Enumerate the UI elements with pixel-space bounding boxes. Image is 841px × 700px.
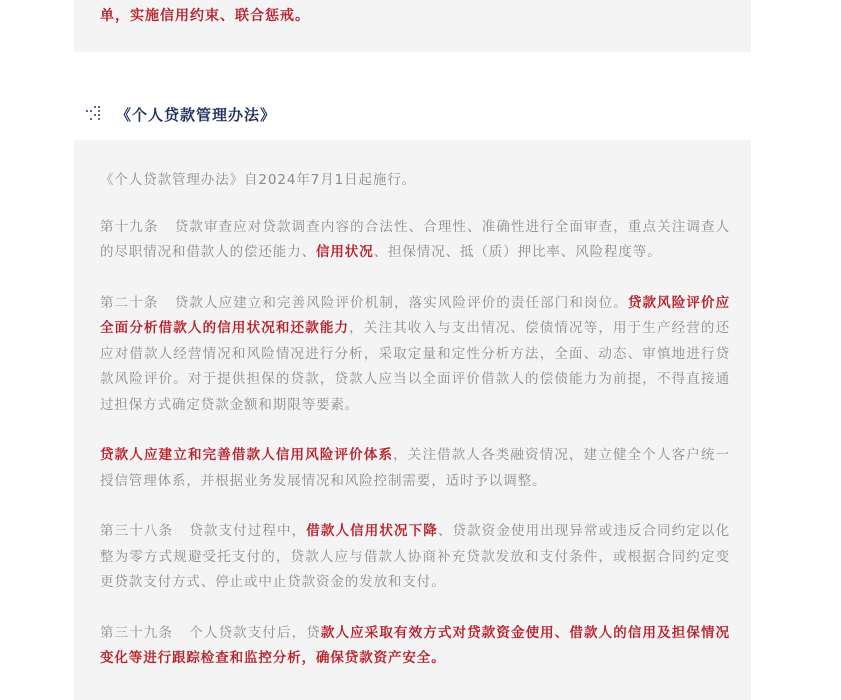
article-38-text-end: 、贷款资金使用出现异常或违反合同约定以化整为零方式规避受托支付的，贷款人应与借款人协商补充贷款发放和支付条件，或根据合同约定变更贷款支付方式、停止或中止贷款资金的发放和支付。 [100, 523, 731, 590]
article-38-text: 贷款支付过程中， [189, 523, 307, 539]
previous-section-box [74, 0, 751, 52]
article-39-paragraph [100, 621, 730, 672]
article-39-text: 个人贷款支付后，贷 [189, 624, 321, 641]
article-19-text-end: 、担保情况、抵（质）押比率、风险程度等。 [373, 244, 662, 260]
article-20-continued-text: ，关注借款人各类融资情况，建立健全个人客户统一授信管理体系，并根据业务发展情况和风险控制需要，适时予以调整。 [100, 447, 730, 489]
regulation-text [100, 168, 730, 697]
article-20-continued-highlight: 贷款人应建立和完善借款人信用风险评价体系 [100, 447, 394, 463]
article-19-label: 第十九条 [100, 218, 159, 235]
section-heading [86, 102, 276, 126]
article-38-paragraph [100, 519, 730, 596]
article-38-label: 第三十八条 [100, 523, 174, 539]
intro-paragraph [100, 168, 730, 194]
article-19-text: 贷款审查应对贷款调查内容的合法性、合理性、准确性进行全面审查，重点关注调查人的尽职情况和借款人的偿还能力、 [100, 218, 730, 260]
previous-section-text: 单，实施信用约束、联合惩戒。 [100, 8, 310, 24]
article-20-text-end: ，关注其收入与支出情况、偿债情况等，用于生产经营的还应对借款人经营情况和风险情况进行分析，采取定量和定性分析方法，全面、动态、审慎地进行贷款风险评价。对于提供担保的贷款，贷款人应当以全面评价借款人的偿债能力为前提，不得直接通过担保方式确定贷款金额和期限等要素。 [100, 320, 730, 413]
article-20-highlight: 贷款风险评价应全面分析借款人的信用状况和还款能力 [100, 294, 730, 336]
article-20-paragraph [100, 291, 730, 419]
article-20-continued-paragraph [100, 443, 730, 494]
section-title: 《个人贷款管理办法》 [116, 105, 277, 124]
regulation-content-box [74, 140, 751, 700]
dots-icon [86, 105, 102, 123]
article-19-highlight: 信用状况 [316, 244, 374, 260]
article-39-label: 第三十九条 [100, 624, 174, 641]
article-20-text: 贷款人应建立和完善风险评价机制，落实风险评价的责任部门和岗位。 [174, 294, 628, 311]
article-38-highlight: 借款人信用状况下降 [306, 523, 438, 539]
intro-text: 《个人贷款管理办法》自2024年7月1日起施行。 [100, 172, 417, 188]
article-19-paragraph [100, 215, 730, 266]
article-39-highlight: 款人应采取有效方式对贷款资金使用、借款人的信用及担保情况变化等进行跟踪检查和监控分析，确保贷款资产安全。 [100, 624, 731, 666]
article-20-label: 第二十条 [100, 294, 159, 311]
